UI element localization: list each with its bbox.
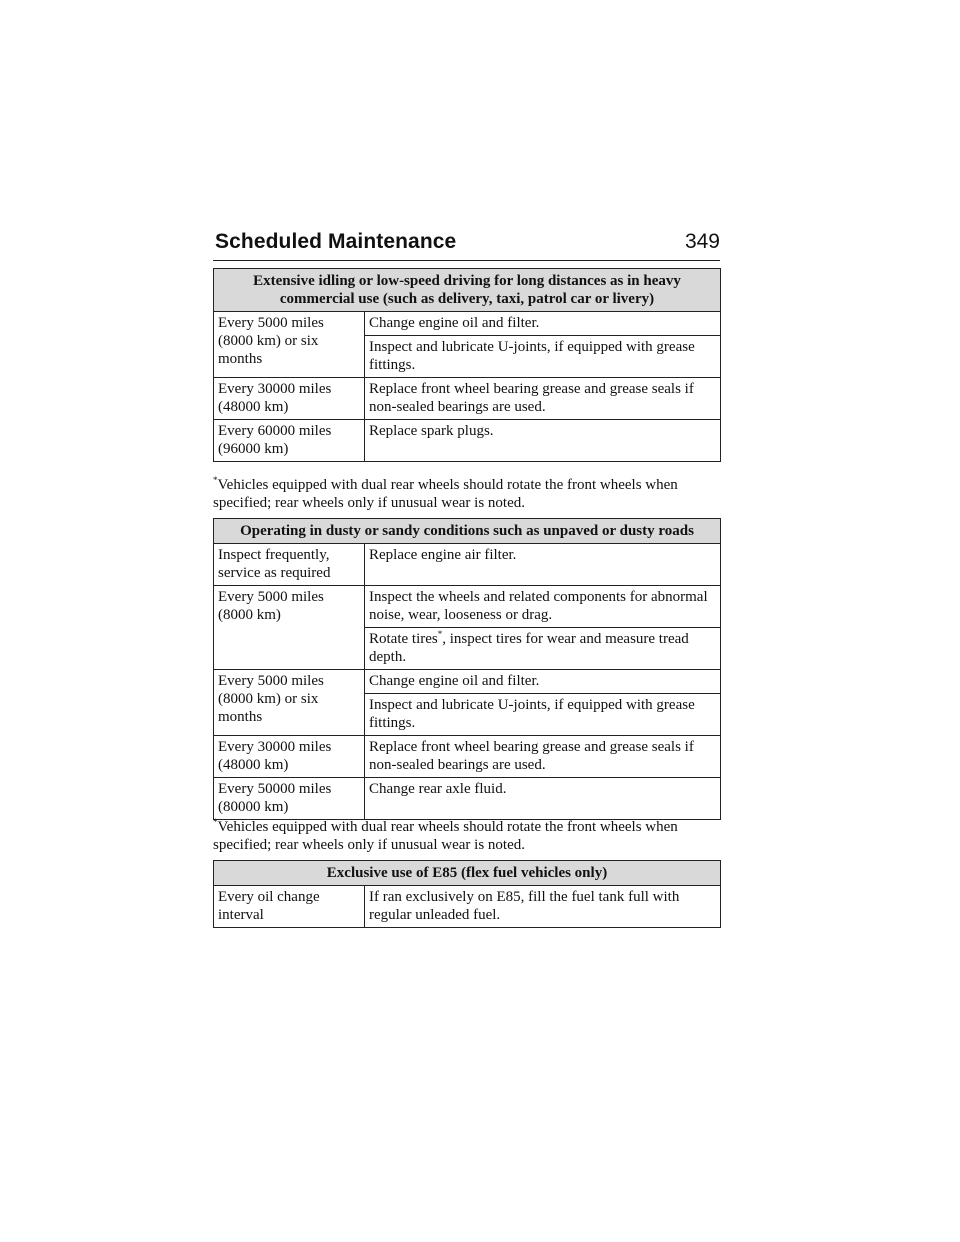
interval-cell: Inspect frequently, service as required	[214, 544, 365, 586]
footnote-text: Vehicles equipped with dual rear wheels should rotate the front wheels when specified; rear wheels only if unusual wear is noted.	[213, 819, 678, 853]
service-cell: Inspect the wheels and related components for abnormal noise, wear, looseness or drag.	[365, 586, 721, 628]
page-header	[213, 228, 720, 261]
interval-cell: Every 50000 miles (80000 km)	[214, 778, 365, 820]
interval-cell: Every 5000 miles (8000 km) or six months	[214, 312, 365, 378]
table-header-row	[214, 269, 721, 312]
table-row	[214, 420, 721, 462]
asterisk-marker: *	[437, 629, 443, 639]
table-title: Operating in dusty or sandy conditions such as unpaved or dusty roads	[214, 519, 721, 544]
service-cell	[365, 628, 721, 670]
table-row	[214, 586, 721, 628]
footnote	[213, 476, 720, 512]
interval-cell: Every 5000 miles (8000 km) or six months	[214, 670, 365, 736]
interval-cell: Every 5000 miles (8000 km)	[214, 586, 365, 670]
footnote-text: Vehicles equipped with dual rear wheels should rotate the front wheels when specified; rear wheels only if unusual wear is noted.	[213, 477, 678, 511]
service-cell: Replace spark plugs.	[365, 420, 721, 462]
service-cell: Inspect and lubricate U-joints, if equipped with grease fittings.	[365, 694, 721, 736]
table-row	[214, 544, 721, 586]
table-title: Extensive idling or low-speed driving for long distances as in heavy commercial use (such as delivery, taxi, patrol car or livery)	[214, 269, 721, 312]
interval-cell: Every 30000 miles (48000 km)	[214, 378, 365, 420]
service-cell: Replace front wheel bearing grease and grease seals if non-sealed bearings are used.	[365, 736, 721, 778]
table-row	[214, 670, 721, 694]
service-cell: If ran exclusively on E85, fill the fuel tank full with regular unleaded fuel.	[365, 886, 721, 928]
footnote-marker: *	[213, 475, 218, 485]
maintenance-table-idling	[213, 268, 721, 462]
maintenance-table-dusty	[213, 518, 721, 820]
rotate-tires-text-rest: , inspect tires for wear and measure tread depth.	[369, 631, 689, 665]
maintenance-table-e85	[213, 860, 721, 928]
table-row	[214, 886, 721, 928]
service-cell: Change rear axle fluid.	[365, 778, 721, 820]
interval-cell: Every oil change interval	[214, 886, 365, 928]
service-cell: Inspect and lubricate U-joints, if equipped with grease fittings.	[365, 336, 721, 378]
service-cell: Change engine oil and filter.	[365, 312, 721, 336]
table-header-row	[214, 861, 721, 886]
footnote-marker: *	[213, 817, 218, 827]
table-header-row	[214, 519, 721, 544]
section-title: Scheduled Maintenance	[215, 230, 457, 253]
service-cell: Replace engine air filter.	[365, 544, 721, 586]
table-row	[214, 778, 721, 820]
service-cell: Replace front wheel bearing grease and grease seals if non-sealed bearings are used.	[365, 378, 721, 420]
table-row	[214, 736, 721, 778]
table-title: Exclusive use of E85 (flex fuel vehicles only)	[214, 861, 721, 886]
rotate-tires-text: Rotate tires	[369, 631, 438, 647]
table-row	[214, 378, 721, 420]
interval-cell: Every 60000 miles (96000 km)	[214, 420, 365, 462]
page-number: 349	[684, 230, 720, 253]
service-cell: Change engine oil and filter.	[365, 670, 721, 694]
table-row	[214, 312, 721, 336]
interval-cell: Every 30000 miles (48000 km)	[214, 736, 365, 778]
footnote	[213, 818, 720, 854]
